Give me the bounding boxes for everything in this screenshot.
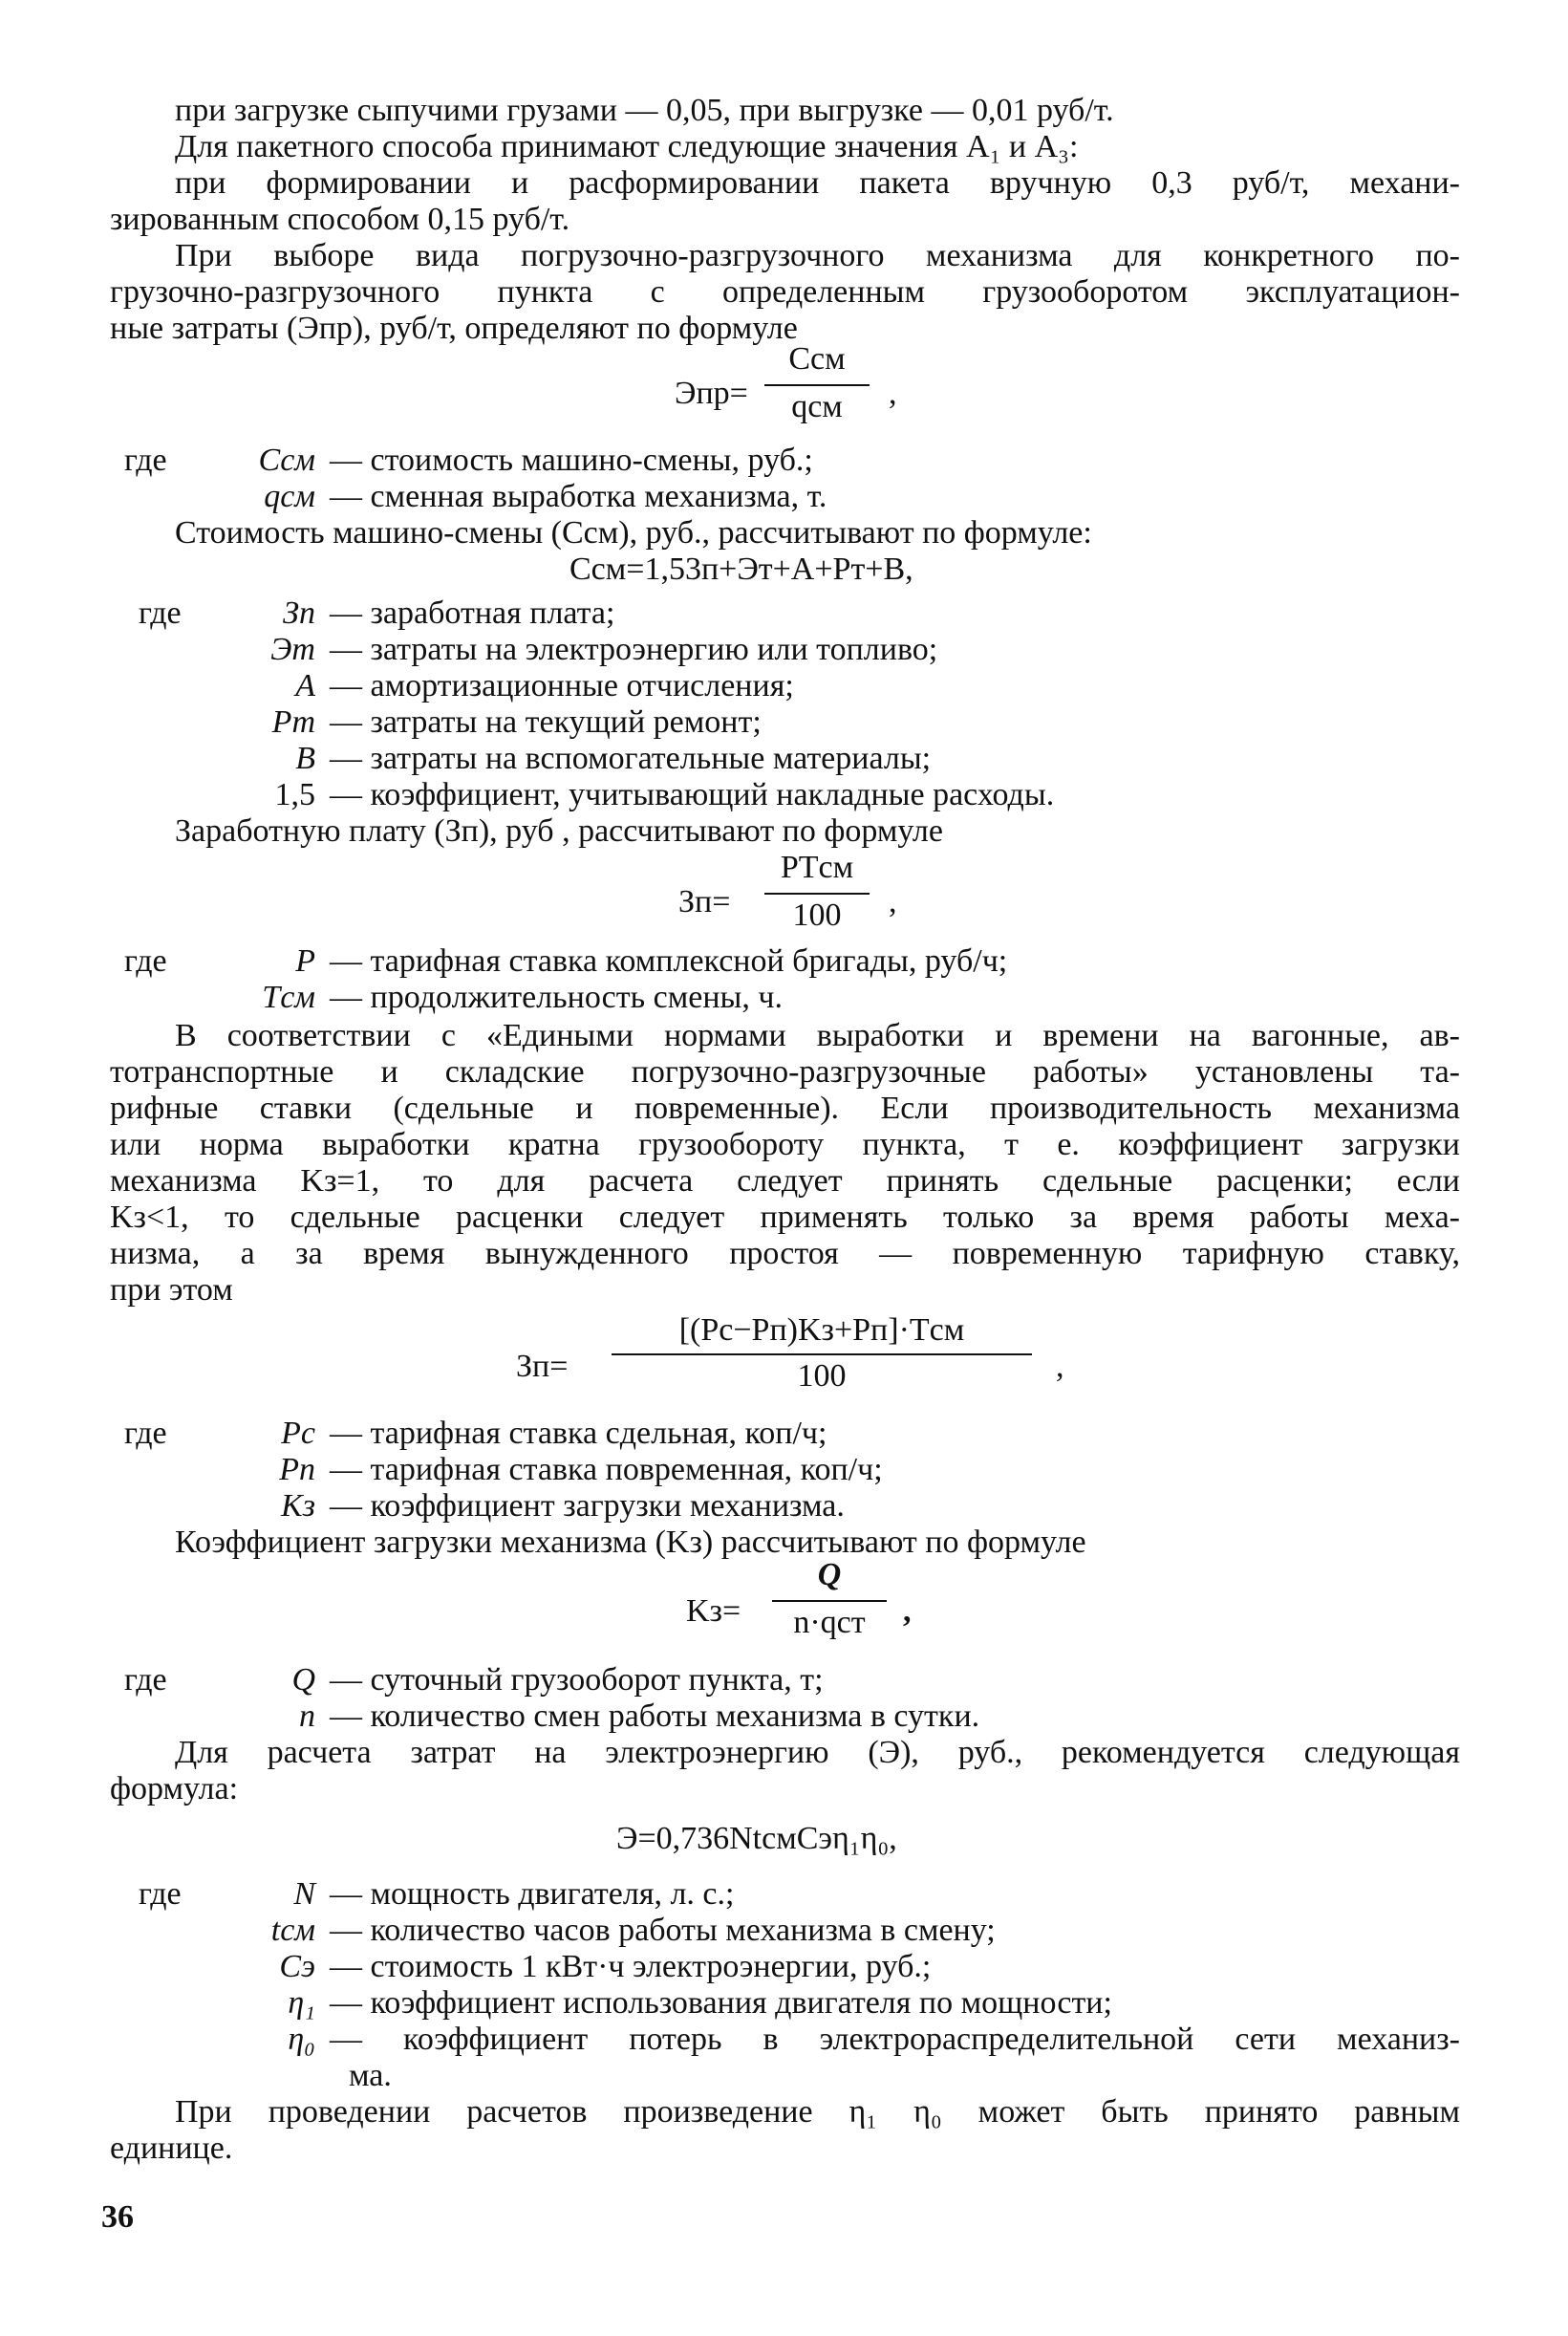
definition: — мощность двигателя, л. с.; (330, 1876, 735, 1912)
text-line: грузочно-разгрузочного пункта с определенным грузооборотом эксплуатацион- (110, 274, 1460, 310)
symbol: n (299, 1698, 315, 1734)
fraction (764, 849, 870, 935)
symbol: η₀ (288, 2022, 315, 2057)
symbol: Эт (270, 632, 315, 667)
text-line: Для расчета затрат на электроэнергию (Э), руб., рекомендуется следующая (175, 1735, 1460, 1770)
text-line: При проведении расчетов произведение η₁ η₀ может быть принято равным (175, 2094, 1460, 2130)
numerator: Cсм (788, 341, 846, 377)
definition: — коэффициент, учитывающий накладные расходы. (330, 777, 1055, 812)
symbol: tсм (270, 1913, 315, 1948)
symbol: Cэ (279, 1949, 315, 1984)
where-label: где (124, 943, 167, 979)
definition: — стоимость машино-смены, руб.; (330, 443, 813, 478)
symbol: Kз (281, 1488, 315, 1524)
text-line: Kз<1, то сдельные расценки следует применять только за время работы меха- (110, 1200, 1460, 1235)
formula-machine-shift-cost: Cсм=1,53п+Эт+A+Pт+B, (569, 552, 913, 587)
formula-comma: , (889, 376, 897, 411)
fraction-bar (772, 1600, 887, 1602)
where-label: где (139, 595, 182, 631)
formula-lhs: Зп= (516, 1349, 569, 1384)
definition: — заработная плата; (330, 595, 615, 631)
text-line: при формировании и расформировании пакета вручную 0,3 руб/т, механи- (175, 165, 1460, 201)
text-line: механизма Kз=1, то для расчета следует принять сдельные расценки; если (110, 1163, 1460, 1199)
symbol: Tсм (262, 980, 315, 1015)
formula-comma: , (889, 884, 897, 919)
symbol: P (295, 943, 315, 979)
definition: — тарифная ставка сдельная, коп/ч; (330, 1416, 827, 1451)
fraction (612, 1311, 1032, 1399)
formula-electricity-cost: Э=0,736NtсмCэη₁η₀, (616, 1821, 897, 1856)
text-line: зированным способом 0,15 руб/т. (110, 202, 570, 237)
symbol: η₁ (288, 1985, 315, 2021)
text-line: Стоимость машино-смены (Cсм), руб., рассчитывают по формуле: (175, 515, 1092, 551)
text-line: Заработную плату (Зп), руб , рассчитывают по формуле (175, 813, 943, 849)
definition: — амортизационные отчисления; (330, 668, 794, 703)
symbol: Pс (281, 1416, 315, 1451)
symbol: A (295, 668, 315, 703)
text-line: единице. (110, 2131, 233, 2166)
definition: — тарифная ставка повременная, коп/ч; (330, 1452, 883, 1487)
symbol: 1,5 (274, 777, 315, 812)
definition: — сменная выработка механизма, т. (330, 479, 827, 514)
denominator: 100 (797, 1358, 847, 1394)
definition: — коэффициент потерь в электрораспределительной сети механиз- (330, 2022, 1460, 2057)
text-line: В соответствии с «Едиными нормами выработки и времени на вагонные, ав- (175, 1018, 1460, 1053)
text-line: при этом (110, 1272, 233, 1308)
symbol: Cсм (258, 443, 315, 478)
definition: — суточный грузооборот пункта, т; (330, 1662, 824, 1698)
fraction (764, 340, 870, 426)
text-line: или норма выработки кратна грузообороту пункта, т е. коэффициент загрузки (110, 1127, 1460, 1162)
symbol: Q (291, 1662, 315, 1698)
definition: — затраты на текущий ремонт; (330, 704, 762, 740)
where-label: где (124, 443, 167, 478)
fraction-bar (764, 384, 870, 386)
definition: — стоимость 1 кВт·ч электроэнергии, руб.; (330, 1949, 932, 1984)
where-label: где (124, 1662, 167, 1698)
denominator: 100 (792, 898, 842, 933)
numerator: Q (817, 1557, 842, 1592)
text-line: Для пакетного способа принимают следующие значения A₁ и A₃: (175, 129, 1079, 164)
denominator: n·qст (793, 1605, 866, 1640)
fraction-bar (612, 1353, 1032, 1355)
where-label: где (124, 1416, 167, 1451)
definition: — коэффициент использования двигателя по мощности; (330, 1985, 1112, 2021)
symbol: B (295, 741, 315, 776)
text-line: Коэффициент загрузки механизма (Kз) рассчитывают по формуле (175, 1525, 1086, 1560)
text-line: рифные ставки (сдельные и повременные). Если производительность механизма (110, 1091, 1460, 1126)
symbol: qсм (264, 479, 315, 514)
formula-comma: , (1056, 1349, 1064, 1384)
numerator: PTсм (780, 850, 854, 885)
numerator: [(Pс−Pп)Kз+Pп]·Tсм (678, 1312, 965, 1348)
symbol: Pт (271, 704, 315, 740)
definition: — тарифная ставка комплексной бригады, руб/ч; (330, 943, 1008, 979)
symbol: N (293, 1876, 315, 1912)
definition: — затраты на вспомогательные материалы; (330, 741, 932, 776)
fraction-bar (764, 893, 870, 895)
text-line: при загрузке сыпучими грузами — 0,05, при выгрузке — 0,01 руб/т. (175, 93, 1114, 128)
symbol: Pп (279, 1452, 315, 1487)
text-line: формула: (110, 1771, 239, 1806)
page-number: 36 (101, 2199, 134, 2235)
text-line: низма, а за время вынужденного простоя — повременную тарифную ставку, (110, 1236, 1460, 1271)
formula-lhs: Зп= (678, 884, 731, 919)
fraction (772, 1556, 887, 1644)
denominator: qсм (791, 389, 843, 424)
where-label: где (139, 1876, 182, 1912)
definition: — количество смен работы механизма в сутки. (330, 1698, 980, 1734)
symbol: Зп (283, 595, 315, 631)
definition: — продолжительность смены, ч. (330, 980, 783, 1015)
formula-lhs: Эпр= (675, 376, 748, 411)
definition: — количество часов работы механизма в смену; (330, 1913, 996, 1948)
formula-lhs: Kз= (686, 1593, 741, 1629)
text-line: При выборе вида погрузочно-разгрузочного механизма для конкретного по- (175, 238, 1460, 273)
definition: — коэффициент загрузки механизма. (330, 1488, 845, 1524)
definition: ма. (349, 2058, 392, 2093)
formula-comma: , (903, 1593, 912, 1629)
text-line: ные затраты (Эпр), руб/т, определяют по формуле (110, 311, 798, 346)
definition: — затраты на электроэнергию или топливо; (330, 632, 938, 667)
text-line: тотранспортные и складские погрузочно-разгрузочные работы» установлены та- (110, 1054, 1460, 1090)
